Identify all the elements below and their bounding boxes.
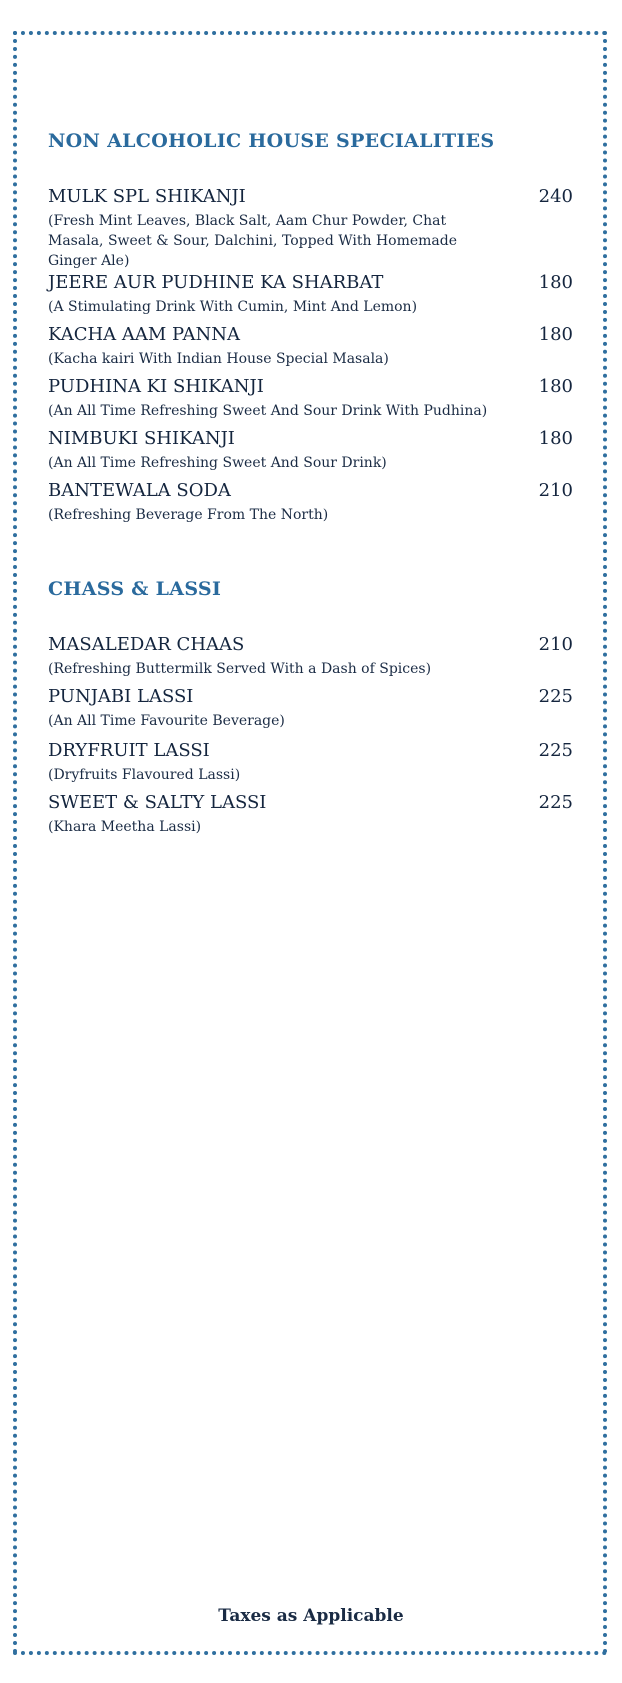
item-description: (Kacha kairi With Indian House Special Masala) bbox=[48, 351, 389, 367]
item-name: KACHA AAM PANNA bbox=[48, 324, 241, 345]
menu-item-jeere-aur-pudhine bbox=[48, 272, 573, 317]
item-name: PUNJABI LASSI bbox=[48, 686, 194, 707]
menu-item-masaledar-chaas bbox=[48, 634, 573, 679]
item-name: PUDHINA KI SHIKANJI bbox=[48, 376, 264, 397]
item-name: SWEET & SALTY LASSI bbox=[48, 792, 267, 813]
item-price: 180 bbox=[538, 428, 573, 449]
menu-item-bantewala-soda bbox=[48, 480, 573, 525]
menu-item-punjabi-lassi bbox=[48, 686, 573, 731]
menu-item-pudhina-ki-shikanji bbox=[48, 376, 573, 421]
item-description: (Fresh Mint Leaves, Black Salt, Aam Chur Powder, Chat Masala, Sweet & Sour, Dalchini, Topped With Homemade Ginger Ale) bbox=[48, 213, 458, 269]
menu-item-dryfruit-lassi bbox=[48, 740, 573, 785]
section-title-chass-lassi: CHASS & LASSI bbox=[48, 578, 222, 600]
item-description: (An All Time Refreshing Sweet And Sour Drink With Pudhina) bbox=[48, 403, 488, 419]
item-price: 180 bbox=[538, 272, 573, 293]
item-name: NIMBUKI SHIKANJI bbox=[48, 428, 235, 449]
menu-item-mulk-spl-shikanji bbox=[48, 186, 573, 271]
item-description: (A Stimulating Drink With Cumin, Mint And Lemon) bbox=[48, 299, 418, 315]
item-description: (Refreshing Buttermilk Served With a Dash of Spices) bbox=[48, 661, 432, 677]
item-price: 225 bbox=[538, 740, 573, 761]
item-description: (Khara Meetha Lassi) bbox=[48, 819, 202, 835]
item-name: JEERE AUR PUDHINE KA SHARBAT bbox=[48, 272, 384, 293]
menu-item-nimbuki-shikanji bbox=[48, 428, 573, 473]
taxes-note: Taxes as Applicable bbox=[218, 1606, 404, 1626]
menu-item-sweet-salty-lassi bbox=[48, 792, 573, 837]
item-price: 210 bbox=[538, 634, 573, 655]
item-price: 225 bbox=[538, 792, 573, 813]
item-name: DRYFRUIT LASSI bbox=[48, 740, 210, 761]
section-title-non-alcoholic: NON ALCOHOLIC HOUSE SPECIALITIES bbox=[48, 130, 495, 152]
item-description: (Refreshing Beverage From The North) bbox=[48, 507, 329, 523]
item-description: (An All Time Refreshing Sweet And Sour Drink) bbox=[48, 455, 387, 471]
item-description: (Dryfruits Flavoured Lassi) bbox=[48, 767, 241, 783]
item-price: 180 bbox=[538, 324, 573, 345]
item-price: 225 bbox=[538, 686, 573, 707]
item-name: BANTEWALA SODA bbox=[48, 480, 231, 501]
menu-item-kacha-aam-panna bbox=[48, 324, 573, 369]
item-price: 210 bbox=[538, 480, 573, 501]
item-price: 240 bbox=[538, 186, 573, 207]
item-name: MASALEDAR CHAAS bbox=[48, 634, 245, 655]
item-price: 180 bbox=[538, 376, 573, 397]
item-description: (An All Time Favourite Beverage) bbox=[48, 713, 285, 729]
item-name: MULK SPL SHIKANJI bbox=[48, 186, 246, 207]
